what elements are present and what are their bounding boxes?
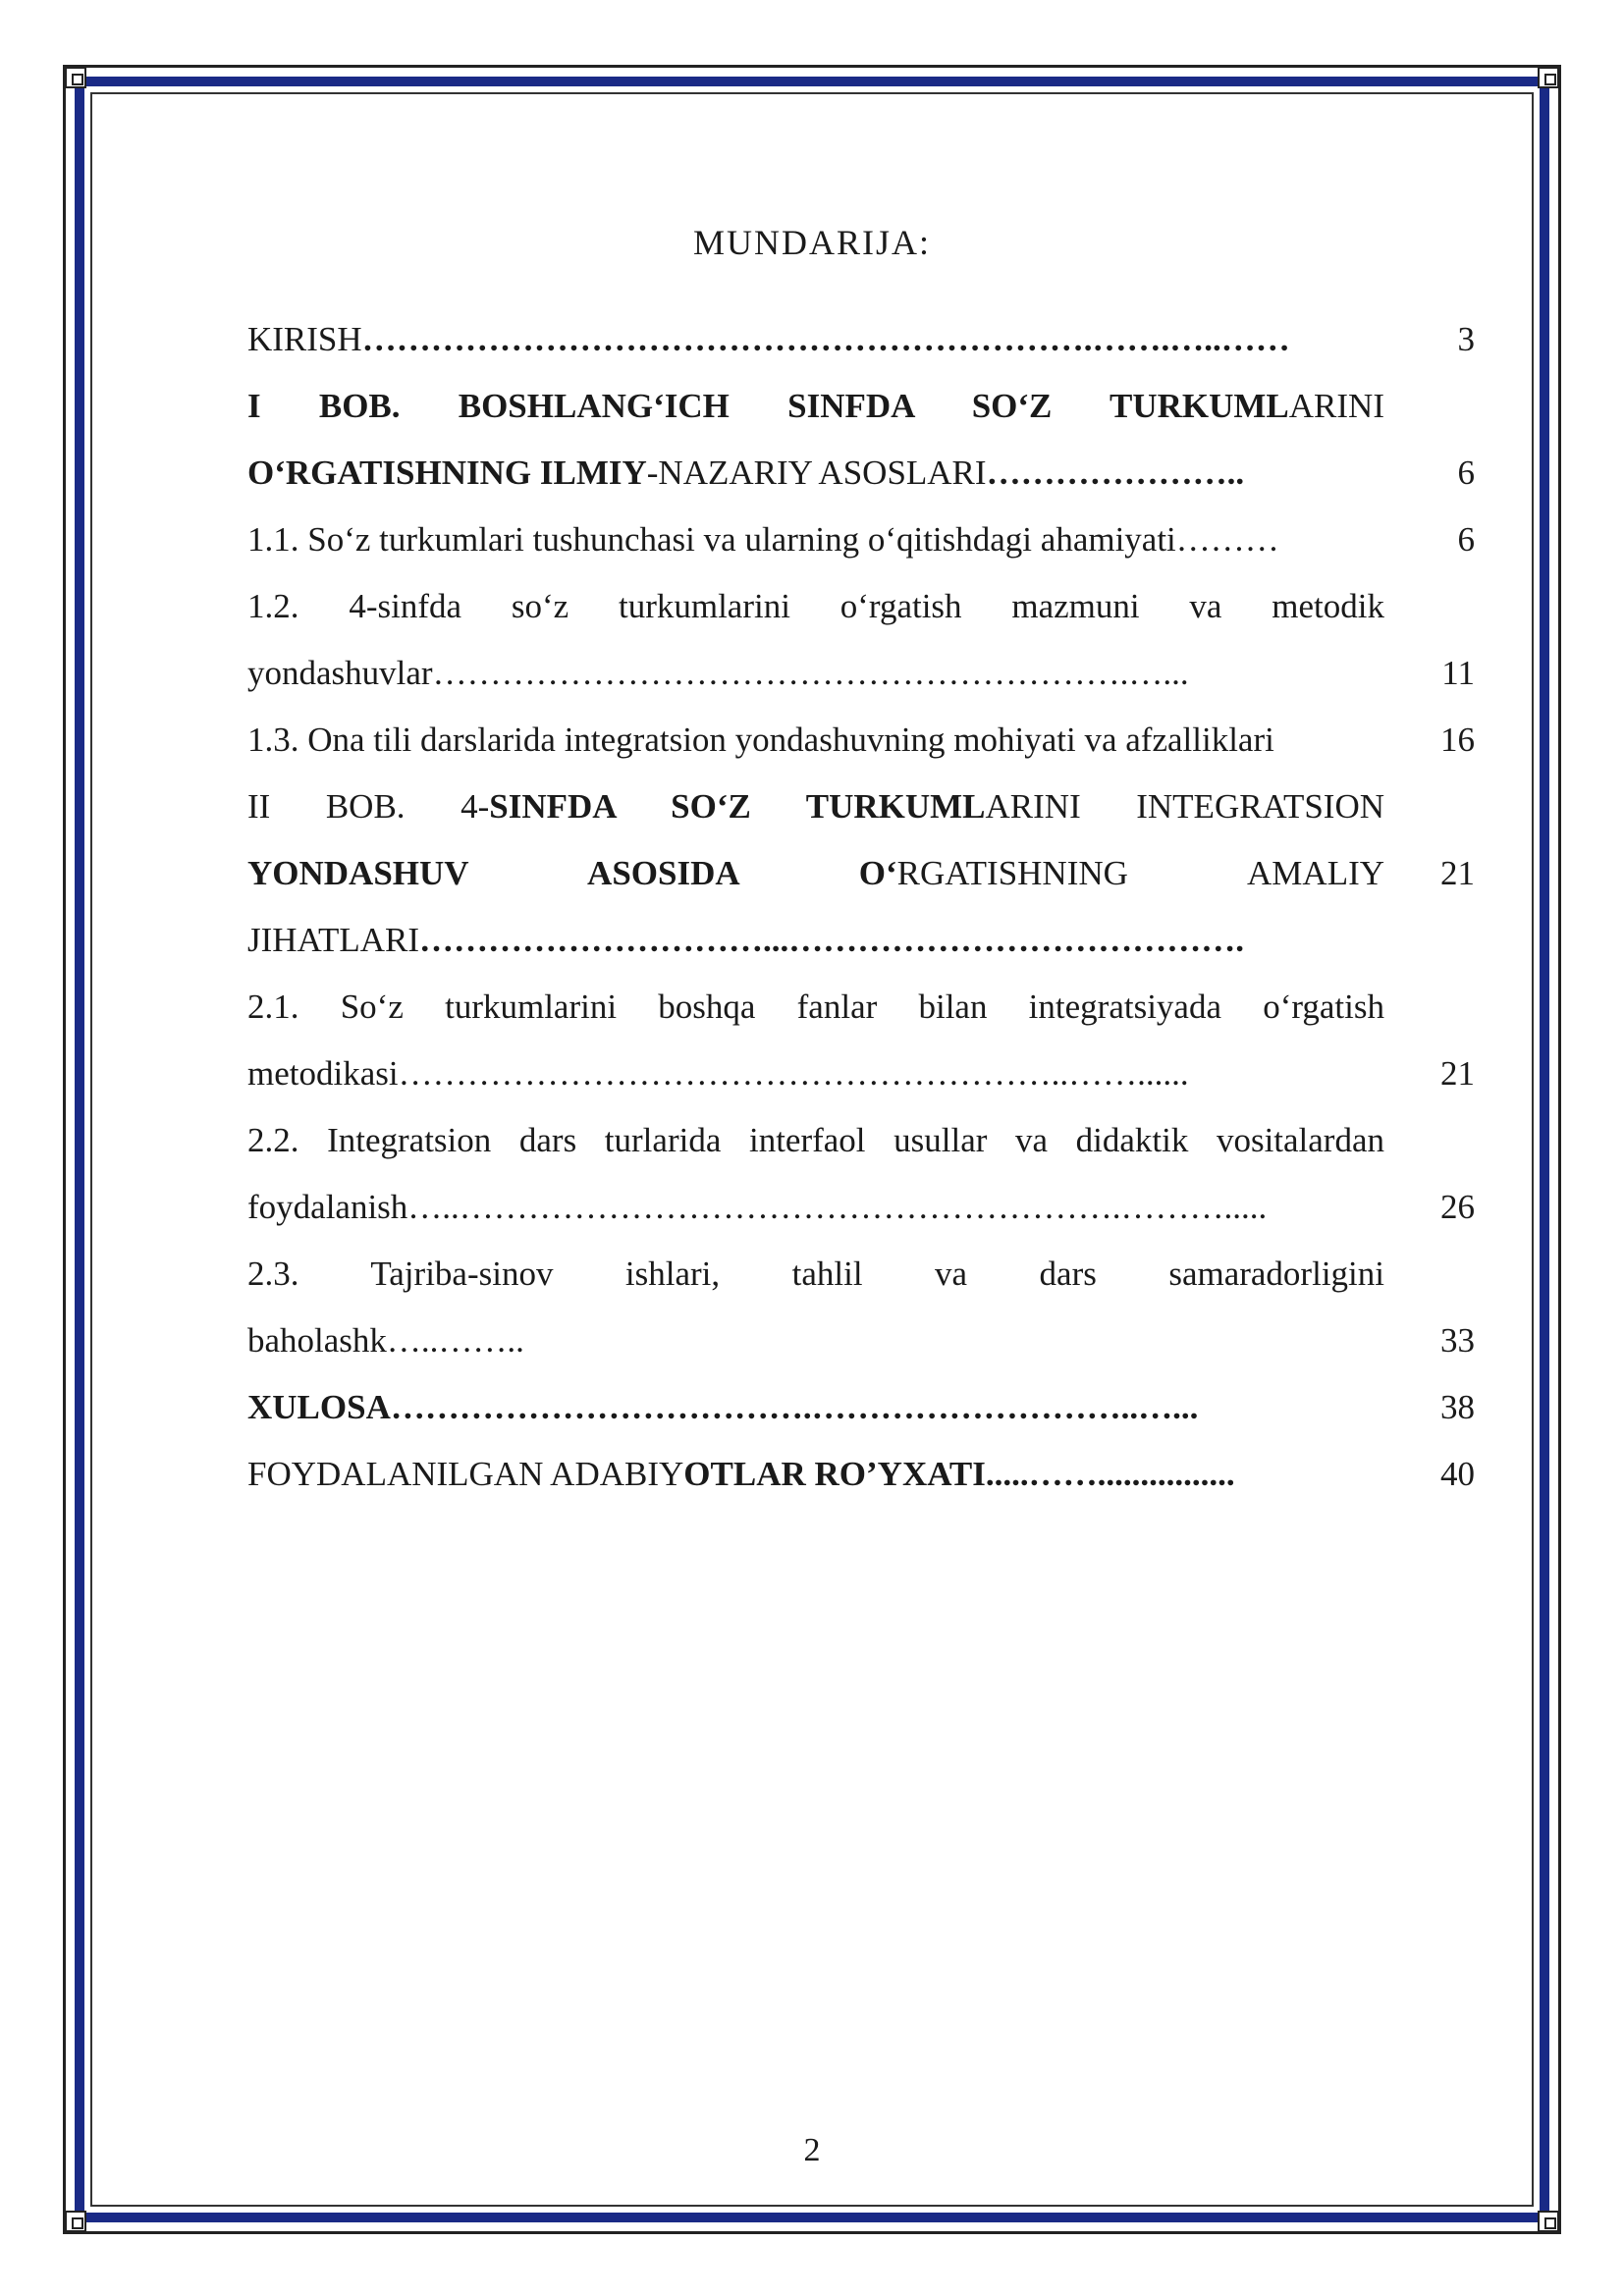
toc-entry-segment: 2.1. So‘z turkumlarini boshqa fanlar bilan integratsiyada o‘rgatish [247,988,1384,1026]
toc-entry-text [247,306,1384,373]
toc-entry-text [247,1174,1384,1241]
toc-row [247,440,1483,507]
toc-entry-segment: ………………….. [986,454,1245,492]
toc-entry-text [247,507,1384,573]
toc-heading: MUNDARIJA: [692,223,931,262]
toc-row [247,507,1483,573]
toc-entry-segment: JIHATLARI [247,921,419,959]
toc-entry-text [247,440,1384,507]
toc-entry-segment: II BOB. 4- [247,787,490,826]
toc-entry-text [247,1441,1384,1508]
toc-entry-segment: I BOB. BOSHLANG‘ICH SINFDA SO‘Z TURKUML [247,387,1289,425]
toc-entry-text [247,840,1384,907]
toc-row [247,1174,1483,1241]
toc-page-number: 6 [1457,520,1475,559]
toc-entry-segment: 2.3. Tajriba-sinov ishlari, tahlil va dars samaradorligini [247,1255,1384,1293]
toc-entry-segment: -NAZARIY ASOSLARI [646,454,987,492]
toc-entry-segment: ARINI INTEGRATSION [985,787,1385,826]
toc-entry-segment: FOYDALANILGAN ADABIY [247,1455,684,1493]
toc-entry-segment: foydalanish…..………………………………………………….………..... [247,1188,1268,1226]
toc-entry-segment: metodikasi…………………………………………………..……...... [247,1054,1189,1093]
toc-entry-text [247,640,1384,707]
corner-ornament-top-right [1538,67,1559,88]
toc-entry-segment: OTLAR RO’YXATI.....……................ [683,1455,1235,1493]
toc-entry-text [247,1374,1384,1441]
toc-entry-text [247,907,1384,974]
corner-ornament-bottom-left [65,2211,86,2232]
toc-row [247,573,1483,640]
toc-row [247,1441,1483,1508]
toc-row [247,373,1483,440]
toc-entry-segment: ……………………………………………………….…….…..…… [361,320,1290,358]
toc-entry-text [247,1241,1384,1308]
toc-row [247,1308,1483,1374]
toc-row [247,907,1483,974]
toc-row [247,774,1483,840]
toc-entry-segment: O‘RGATISHNING ILMIY [247,454,647,492]
toc-entry-segment: XULOSA……………………………….………………………..…... [247,1388,1199,1426]
toc-page-number: 3 [1457,320,1475,358]
toc-page-number: 6 [1457,454,1475,492]
toc-entry-text [247,373,1384,440]
toc-entry-segment: 1.3. Ona tili darslarida integratsion yondashuvning mohiyati va afzalliklari [247,721,1274,759]
toc-row [247,840,1483,907]
toc-entry-segment: KIRISH [247,320,362,358]
toc-row [247,707,1483,774]
toc-page-number: 16 [1440,721,1475,759]
toc-page-number: 33 [1440,1321,1475,1360]
toc-entry-segment: YONDASHUV ASOSIDA O‘ [247,854,897,892]
toc-page-number: 26 [1440,1188,1475,1226]
toc-row [247,1241,1483,1308]
toc-entry-text [247,774,1384,840]
toc-row [247,974,1483,1041]
toc-entry-text [247,974,1384,1041]
page-number: 2 [803,2132,821,2168]
toc-row [247,640,1483,707]
table-of-contents [247,306,1483,1508]
toc-entry-segment: 1.2. 4-sinfda so‘z turkumlarini o‘rgatish mazmuni va metodik [247,587,1384,625]
toc-entry-segment: 1.1. So‘z turkumlari tushunchasi va ularning o‘qitishdagi ahamiyati……… [247,520,1279,559]
toc-entry-text [247,707,1384,774]
toc-entry-segment: 2.2. Integratsion dars turlarida interfaol usullar va didaktik vositalardan [247,1121,1384,1159]
toc-row [247,1374,1483,1441]
toc-entry-text [247,1308,1384,1374]
toc-page-number: 38 [1440,1388,1475,1426]
toc-row [247,1107,1483,1174]
toc-entry-segment: yondashuvlar…………………………………………………….…... [247,654,1189,692]
toc-entry-segment: baholashk…..…….. [247,1321,524,1360]
toc-row [247,306,1483,373]
toc-entry-segment: …………………………...…………………………………. [418,921,1244,959]
toc-page-number: 40 [1440,1455,1475,1493]
toc-page-number: 21 [1440,1054,1475,1093]
toc-entry-text [247,1041,1384,1107]
toc-entry-segment: SINFDA SO‘Z TURKUML [489,787,986,826]
toc-row [247,1041,1483,1107]
corner-ornament-bottom-right [1538,2211,1559,2232]
toc-entry-text [247,573,1384,640]
toc-entry-text [247,1107,1384,1174]
toc-page-number: 11 [1441,654,1475,692]
toc-page-number: 21 [1440,854,1475,892]
corner-ornament-top-left [65,67,86,88]
toc-entry-segment: RGATISHNING AMALIY [896,854,1385,892]
toc-entry-segment: ARINI [1288,387,1384,425]
